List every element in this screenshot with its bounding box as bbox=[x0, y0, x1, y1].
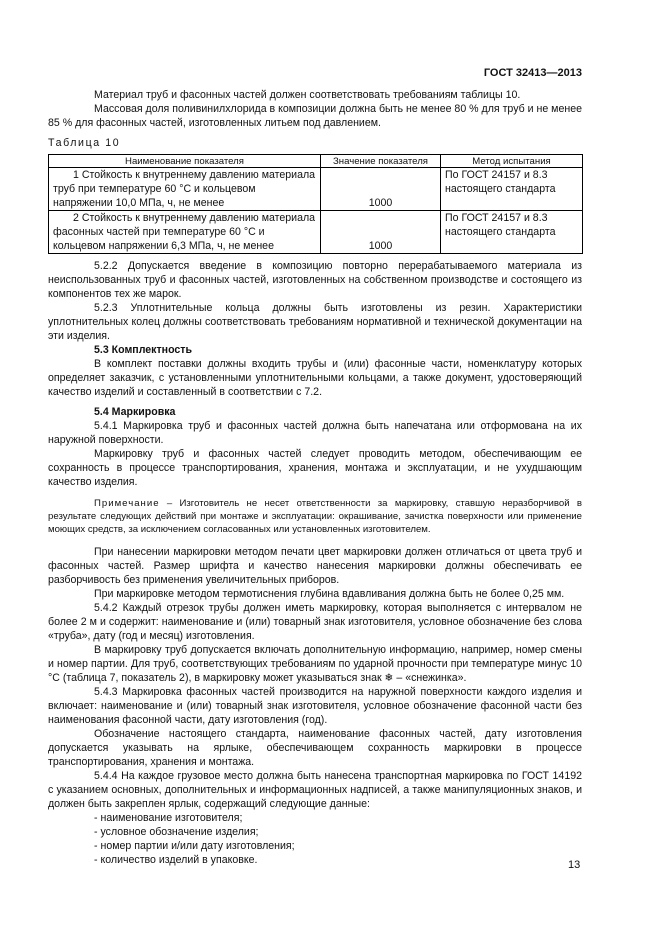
table-cell-value: 1000 bbox=[321, 168, 441, 211]
table-cell-name: 1 Стойкость к внутреннему давлению материала труб при температуре 60 °С и кольцевом напряжении 10,0 МПа, ч, не менее bbox=[49, 168, 321, 211]
table-cell-value: 1000 bbox=[321, 211, 441, 254]
paragraph-5-4-2b: В маркировку труб допускается включать дополнительную информацию, например, номер смены и номер партии. Для труб, соответствующих требованиям по ударной прочности при температуре минус 10 °С (таблица 7, показатель 2), в маркировку может указываться знак ❄ – «снежинка». bbox=[48, 644, 582, 684]
list-item: - условное обозначение изделия; bbox=[94, 826, 259, 838]
table-row bbox=[49, 211, 583, 254]
paragraph-5-4-4: 5.4.4 На каждое грузовое место должна быть нанесена транспортная маркировка по ГОСТ 14192 с указанием основных, дополнительных и информационных надписей, а также манипуляционных знаков, и должен быть закреплен ярлык, содержащий следующие данные: bbox=[48, 770, 582, 810]
paragraph-5-4-1c: При нанесении маркировки методом печати цвет маркировки должен отличаться от цвета труб и фасонных частей. Размер шрифта и качество нанесения маркировки должны обеспечивать ее разборчивость без применения увеличительных приборов. bbox=[48, 546, 582, 586]
paragraph-5-4-2a: 5.4.2 Каждый отрезок трубы должен иметь маркировку, которая выполняется с интервалом не более 2 м и содержит: наименование и (или) товарный знак изготовителя, условное обозначение без слова «труба», дату (год и месяц) изготовления. bbox=[48, 602, 582, 642]
paragraph-5-4-3b: Обозначение настоящего стандарта, наименование фасонных частей, дату изготовления допускается указывать на ярлыке, обеспечивающем сохранность маркировки в процессе транспортирования, хранения и монтажа. bbox=[48, 728, 582, 768]
list-item: - количество изделий в упаковке. bbox=[94, 854, 258, 866]
paragraph-5-3: В комплект поставки должны входить трубы и (или) фасонные части, номенклатуру которых определяет заказчик, с установленными уплотнительными кольцами, а также документ, удостоверяющий качество изделий и составленный в соответствии с 7.2. bbox=[48, 358, 582, 398]
note bbox=[48, 497, 582, 536]
table-header-row bbox=[49, 155, 583, 168]
note-text: – Изготовитель не несет ответственности за маркировку, ставшую неразборчивой в результате следующих действий при монтаже и эксплуатации: окрашивание, зачистка поверхности или применение моющих средств, за исключением согласованных или установленных изготовителем. bbox=[48, 498, 582, 535]
page-content bbox=[48, 88, 582, 867]
page-number: 13 bbox=[568, 859, 581, 871]
paragraph-5-4-3a: 5.4.3 Маркировка фасонных частей производится на наружной поверхности каждого изделия и включает: наименование и (или) товарный знак изготовителя, условное обозначение фасонной части без наименования фасонной части, дату изготовления (год). bbox=[48, 686, 582, 726]
note-label: Примечание bbox=[94, 498, 160, 509]
paragraph-5-4-1b: Маркировку труб и фасонных частей следует проводить методом, обеспечивающим ее сохранность в процессе транспортирования, хранения, монтажа и эксплуатации, и не ухудшающим качество изделия. bbox=[48, 448, 582, 488]
paragraph-5-4-1a: 5.4.1 Маркировка труб и фасонных частей должна быть напечатана или отформована на их наружной поверхности. bbox=[48, 420, 582, 446]
heading-5-4: 5.4 Маркировка bbox=[94, 406, 176, 418]
standard-header: ГОСТ 32413—2013 bbox=[483, 67, 582, 79]
paragraph-5-2-3: 5.2.3 Уплотнительные кольца должны быть изготовлены из резин. Характеристики уплотнительных колец должны соответствовать требованиям нормативной и технической документации на эти изделия. bbox=[48, 302, 582, 342]
heading-5-3: 5.3 Комплектность bbox=[94, 344, 192, 356]
table-10 bbox=[48, 154, 583, 254]
label-data-list bbox=[48, 811, 582, 867]
table-cell-name: 2 Стойкость к внутреннему давлению материала фасонных частей при температуре 60 °С и кольцевом напряжении 6,3 МПа, ч, не менее bbox=[49, 211, 321, 254]
table-header-name: Наименование показателя bbox=[49, 155, 321, 168]
paragraph-5-4-1d: При маркировке методом термотиснения глубина вдавливания должна быть не более 0,25 мм. bbox=[94, 588, 565, 600]
table-row bbox=[49, 168, 583, 211]
table-caption: Таблица 10 bbox=[48, 137, 121, 149]
paragraph-pvc-share: Массовая доля поливинилхлорида в композиции должна быть не менее 80 % для труб и не менее 85 % для фасонных частей, изготовленных литьем под давлением. bbox=[48, 103, 582, 129]
table-header-value: Значение показателя bbox=[321, 155, 441, 168]
table-cell-method: По ГОСТ 24157 и 8.3 настоящего стандарта bbox=[441, 168, 583, 211]
list-item: - номер партии и/или дату изготовления; bbox=[94, 840, 295, 852]
table-cell-method: По ГОСТ 24157 и 8.3 настоящего стандарта bbox=[441, 211, 583, 254]
paragraph-material: Материал труб и фасонных частей должен соответствовать требованиям таблицы 10. bbox=[94, 89, 521, 101]
table-header-method: Метод испытания bbox=[441, 155, 583, 168]
list-item: - наименование изготовителя; bbox=[94, 812, 243, 824]
paragraph-5-2-2: 5.2.2 Допускается введение в композицию повторно перерабатываемого материала из неиспользованных труб и фасонных частей, изготовленных на собственном производстве и состоящего из компонентов тех же марок. bbox=[48, 260, 582, 300]
